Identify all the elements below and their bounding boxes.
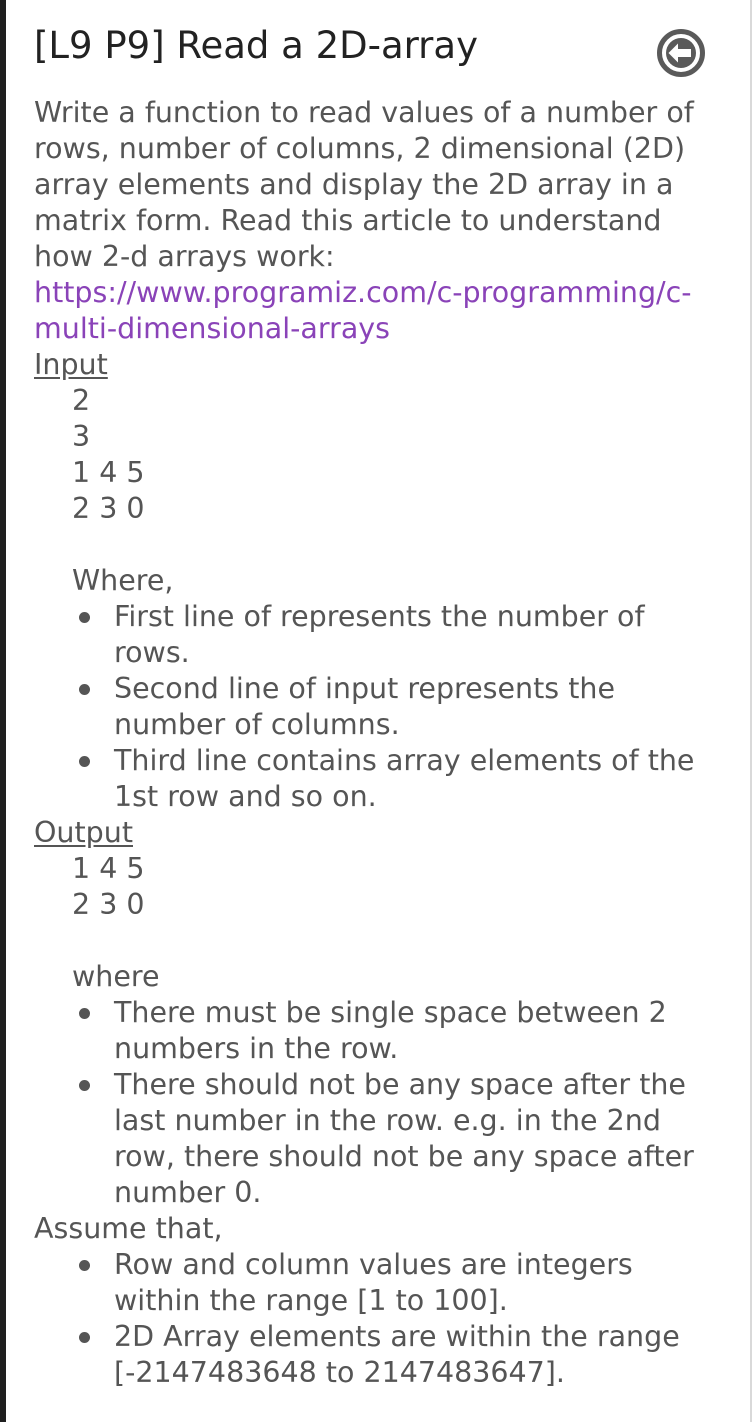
- input-line: 2: [72, 384, 91, 417]
- bullet-icon: [79, 612, 90, 623]
- bullet-icon: [79, 1008, 90, 1019]
- input-sample: [72, 383, 145, 527]
- input-where-block: [72, 563, 724, 815]
- output-where-label: where: [72, 960, 160, 993]
- output-sample: [72, 851, 145, 923]
- list-item-text: Second line of input represents the number of columns.: [114, 672, 615, 741]
- input-where-label: Where,: [72, 564, 174, 597]
- list-item: [72, 1247, 724, 1319]
- list-item-text: 2D Array elements are within the range [-2147483648 to 2147483647].: [114, 1320, 680, 1389]
- output-line: 1 4 5: [72, 852, 145, 885]
- bullet-icon: [79, 1260, 90, 1271]
- bullet-icon: [79, 1332, 90, 1343]
- list-item: [72, 1067, 724, 1211]
- left-border: [0, 0, 6, 1422]
- input-heading: Input: [34, 348, 108, 381]
- assumptions-block: [34, 1211, 724, 1391]
- list-item-text: There should not be any space after the last number in the row. e.g. in the 2nd row, there should not be any space after number 0.: [114, 1068, 694, 1209]
- bullet-icon: [79, 684, 90, 695]
- list-item-text: First line of represents the number of rows.: [114, 600, 645, 669]
- output-where-block: [72, 959, 724, 1211]
- list-item: [72, 1319, 724, 1391]
- bullet-icon: [79, 1080, 90, 1091]
- input-bullet-list: [72, 599, 724, 815]
- list-item: [72, 599, 724, 671]
- list-item: [72, 671, 724, 743]
- assumptions-bullet-list: [72, 1247, 724, 1391]
- back-button[interactable]: [656, 28, 706, 78]
- assumptions-heading: Assume that,: [34, 1212, 223, 1245]
- input-line: 2 3 0: [72, 492, 145, 525]
- list-item: [72, 743, 724, 815]
- list-item: [72, 995, 724, 1067]
- input-line: 3: [72, 420, 91, 453]
- page-title: [L9 P9] Read a 2D-array: [34, 24, 478, 67]
- output-bullet-list: [72, 995, 724, 1211]
- list-item-text: Row and column values are integers within the range [1 to 100].: [114, 1248, 633, 1317]
- input-line: 1 4 5: [72, 456, 145, 489]
- problem-description: [34, 95, 724, 347]
- list-item-text: Third line contains array elements of the 1st row and so on.: [114, 744, 695, 813]
- output-line: 2 3 0: [72, 888, 145, 921]
- circle-arrow-left-icon: [656, 28, 706, 78]
- description-text: Write a function to read values of a number of rows, number of columns, 2 dimensional (2D) array elements and display the 2D array in a matrix form. Read this article to understand how 2-d arrays work:: [34, 96, 694, 273]
- list-item-text: There must be single space between 2 numbers in the row.: [114, 996, 667, 1065]
- bullet-icon: [79, 756, 90, 767]
- output-heading: Output: [34, 816, 133, 849]
- programiz-article-link[interactable]: https://www.programiz.com/c-programming/c-multi-dimensional-arrays: [34, 276, 692, 345]
